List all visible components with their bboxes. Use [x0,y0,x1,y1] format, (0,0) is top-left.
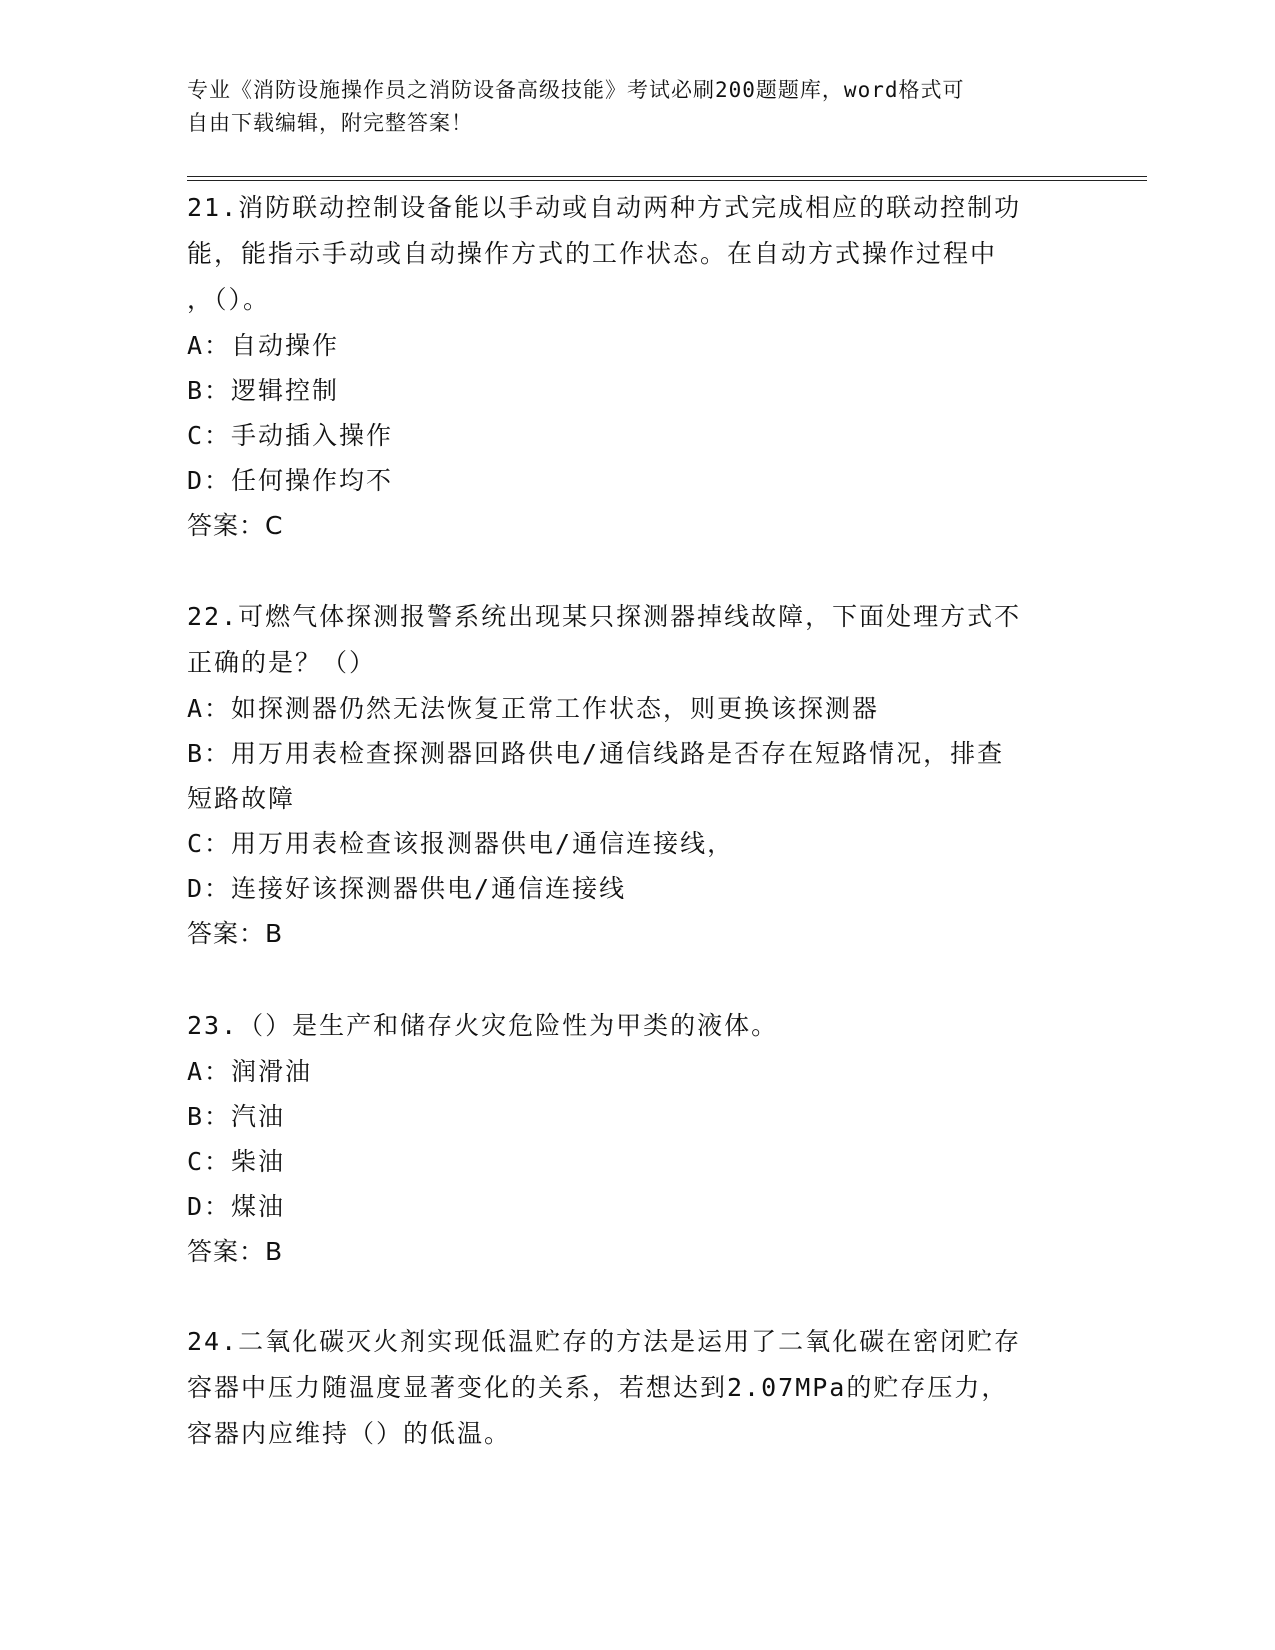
option-d: D：煤油 [187,1192,286,1221]
option-b-continued: 短路故障 [187,784,296,813]
question-stem-line: 24.二氧化碳灭火剂实现低温贮存的方法是运用了二氧化碳在密闭贮存 [187,1327,1022,1356]
question-stem-line: 能，能指示手动或自动操作方式的工作状态。在自动方式操作过程中 [187,239,998,268]
option-b: B：逻辑控制 [187,376,340,405]
option-a: A：润滑油 [187,1057,313,1086]
question-stem-line: ，（）。 [187,285,271,314]
question-stem-line: 正确的是？（） [187,648,377,677]
header-divider-top [187,176,1147,177]
question-stem-line: 23.（）是生产和储存火灾危险性为甲类的液体。 [187,1011,779,1040]
option-c: C：手动插入操作 [187,421,394,450]
question-22 [187,594,1067,957]
option-c: C：用万用表检查该报测器供电/通信连接线， [187,829,735,858]
option-b: B：汽油 [187,1102,286,1131]
question-stem-line: 容器内应维持（）的低温。 [187,1419,512,1448]
header-line-2: 自由下载编辑，附完整答案！ [187,111,473,135]
header-line-1: 专业《消防设施操作员之消防设备高级技能》考试必刷200题题库，word格式可 [187,78,965,102]
question-23 [187,1003,1067,1275]
answer: 答案：C [187,511,284,540]
header-divider-bottom [187,180,1147,181]
option-a: A：如探测器仍然无法恢复正常工作状态，则更换该探测器 [187,694,880,723]
option-b: B：用万用表检查探测器回路供电/通信线路是否存在短路情况，排查 [187,739,1005,768]
option-d: D：连接好该探测器供电/通信连接线 [187,874,627,903]
option-d: D：任何操作均不 [187,466,394,495]
option-a: A：自动操作 [187,331,340,360]
question-24 [187,1319,1067,1457]
document-header [187,74,1067,140]
question-21 [187,185,1067,549]
question-stem-line: 22.可燃气体探测报警系统出现某只探测器掉线故障，下面处理方式不 [187,602,1022,631]
answer: 答案：B [187,919,284,948]
question-stem-line: 容器中压力随温度显著变化的关系，若想达到2.07MPa的贮存压力， [187,1373,1009,1402]
question-stem-line: 21.消防联动控制设备能以手动或自动两种方式完成相应的联动控制功 [187,193,1022,222]
option-c: C：柴油 [187,1147,286,1176]
answer: 答案：B [187,1237,284,1266]
